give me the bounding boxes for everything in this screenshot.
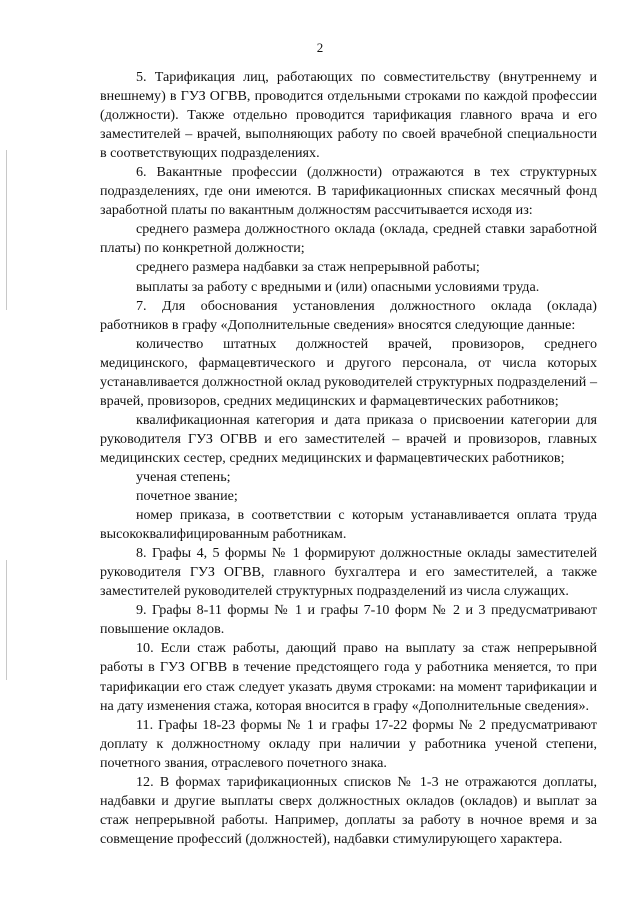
paragraph-11: 11. Графы 18-23 формы № 1 и графы 17-22 формы № 2 предусматривают доплату к должностному окладу при наличии у работника ученой степени, почетного звания, отраслевого почетного знака. <box>100 716 597 771</box>
list-item: квалификационная категория и дата приказа о присвоении категории для руководителя ГУЗ ОГВВ и его заместителей – врачей и провизоров, главных медицинских сестер, средних медицинских и фармацевтических работников; <box>100 411 597 466</box>
paragraph-6: 6. Вакантные профессии (должности) отражаются в тех структурных подразделениях, где они имеются. В тарификационных списках месячный фонд заработной платы по вакантным должностям рассчитывается исходя из: <box>100 164 597 219</box>
paragraph-12: 12. В формах тарификационных списков № 1-3 не отражаются доплаты, надбавки и другие выплаты сверх должностных окладов (окладов) и выплат за стаж непрерывной работы. Например, доплаты за работу в ночное время и за совмещение профессий (должностей), надбавки стимулирующего характера. <box>100 773 597 847</box>
list-item: среднего размера надбавки за стаж непрерывной работы; <box>136 259 480 276</box>
list-item: ученая степень; <box>136 468 231 485</box>
paragraph-8: 8. Графы 4, 5 формы № 1 формируют должностные оклады заместителей руководителя ГУЗ ОГВВ, главного бухгалтера и его заместителей, а также заместителей руководителей структурных подразделений из числа служащих. <box>100 545 597 600</box>
list-item: количество штатных должностей врачей, провизоров, среднего медицинского, фармацевтического и другого персонала, от числа которых устанавливается должностной оклад руководителей структурных подразделений – врачей, провизоров, средних медицинских и фармацевтических работников; <box>100 335 597 409</box>
list-item: выплаты за работу с вредными и (или) опасными условиями труда. <box>136 278 540 295</box>
paragraph-9: 9. Графы 8-11 формы № 1 и графы 7-10 форм № 2 и 3 предусматривают повышение окладов. <box>100 602 597 638</box>
scan-edge-mark <box>6 150 7 310</box>
list-item: номер приказа, в соответствии с которым устанавливается оплата труда высококвалифицированным работникам. <box>100 507 597 543</box>
list-item: почетное звание; <box>136 488 238 505</box>
list-item: среднего размера должностного оклада (оклада, средней ставки заработной платы) по конкретной должности; <box>100 221 597 257</box>
paragraph-10: 10. Если стаж работы, дающий право на выплату за стаж непрерывной работы в ГУЗ ОГВВ в течение предстоящего года у работника меняется, то при тарификации его стаж следует указать двумя строками: на момент тарификации и на дату изменения стажа, которая вносится в графу «Дополнительные сведения». <box>100 640 597 714</box>
paragraph-5: 5. Тарификация лиц, работающих по совместительству (внутреннему и внешнему) в ГУЗ ОГВВ, проводится отдельными строками по каждой профессии (должности). Также отдельно проводится тарификация главного врача и его заместителей – врачей, выполняющих работу по своей врачебной специальности в соответствующих подразделениях. <box>100 69 597 162</box>
paragraph-7: 7. Для обоснования установления должностного оклада (оклада) работников в графу «Дополнительные сведения» вносятся следующие данные: <box>100 297 597 333</box>
page-number: 2 <box>316 40 324 55</box>
document-body <box>100 68 597 849</box>
scan-edge-mark <box>6 560 7 680</box>
